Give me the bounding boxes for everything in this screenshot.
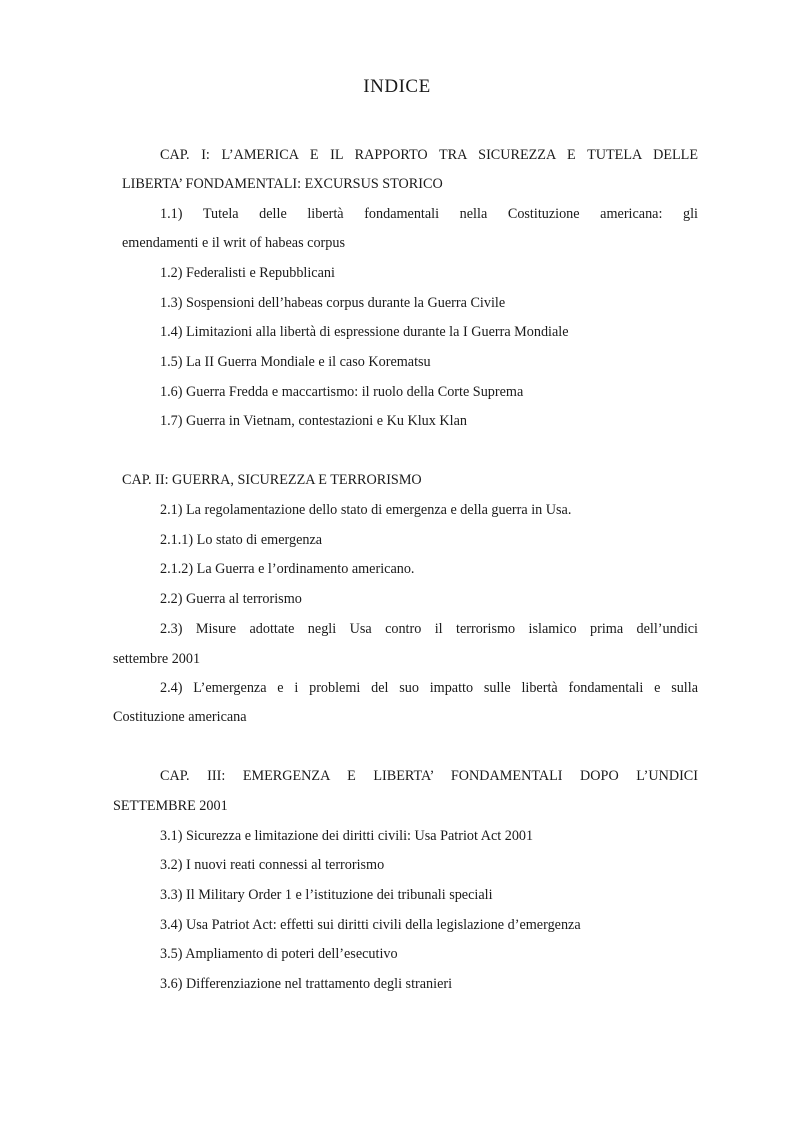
toc-entry-2-4: 2.4) L’emergenza e i problemi del suo impatto sulle libertà fondamentali e sulla [160, 680, 698, 696]
toc-entry-2-3: 2.3) Misure adottate negli Usa contro il terrorismo islamico prima dell’undici [160, 621, 698, 637]
toc-entry-2-3-cont: settembre 2001 [113, 651, 201, 667]
toc-entry-1-2: 1.2) Federalisti e Repubblicani [160, 265, 335, 281]
toc-entry-3-5: 3.5) Ampliamento di poteri dell’esecutivo [160, 946, 398, 962]
toc-entry-1-1: 1.1) Tutela delle libertà fondamentali nella Costituzione americana: gli [160, 206, 698, 222]
toc-entry-1-5: 1.5) La II Guerra Mondiale e il caso Korematsu [160, 354, 431, 370]
toc-entry-1-6: 1.6) Guerra Fredda e maccartismo: il ruolo della Corte Suprema [160, 384, 524, 400]
toc-entry-2-2: 2.2) Guerra al terrorismo [160, 591, 302, 607]
toc-entry-1-4: 1.4) Limitazioni alla libertà di espressione durante la I Guerra Mondiale [160, 324, 569, 340]
toc-entry-1-3: 1.3) Sospensioni dell’habeas corpus durante la Guerra Civile [160, 295, 506, 311]
chapter-2-heading: CAP. II: GUERRA, SICUREZZA E TERRORISMO [122, 472, 422, 488]
toc-entry-3-6: 3.6) Differenziazione nel trattamento degli stranieri [160, 976, 453, 992]
chapter-3-heading-line-1: CAP. III: EMERGENZA E LIBERTA’ FONDAMENTALI DOPO L’UNDICI [160, 768, 698, 784]
toc-entry-2-1-1: 2.1.1) Lo stato di emergenza [160, 532, 323, 548]
toc-entry-1-1-cont: emendamenti e il writ of habeas corpus [122, 235, 345, 251]
page-title: INDICE [363, 76, 431, 97]
toc-entry-3-4: 3.4) Usa Patriot Act: effetti sui diritti civili della legislazione d’emergenza [160, 917, 581, 933]
toc-entry-2-4-cont: Costituzione americana [113, 709, 247, 725]
toc-entry-1-7: 1.7) Guerra in Vietnam, contestazioni e Ku Klux Klan [160, 413, 467, 429]
chapter-1-heading-line-2: LIBERTA’ FONDAMENTALI: EXCURSUS STORICO [122, 176, 443, 192]
toc-entry-3-2: 3.2) I nuovi reati connessi al terrorismo [160, 857, 385, 873]
chapter-3-heading-line-2: SETTEMBRE 2001 [113, 798, 228, 814]
chapter-1-heading-line-1: CAP. I: L’AMERICA E IL RAPPORTO TRA SICUREZZA E TUTELA DELLE [160, 147, 698, 163]
toc-entry-3-1: 3.1) Sicurezza e limitazione dei diritti civili: Usa Patriot Act 2001 [160, 828, 534, 844]
toc-entry-3-3: 3.3) Il Military Order 1 e l’istituzione dei tribunali speciali [160, 887, 493, 903]
toc-entry-2-1: 2.1) La regolamentazione dello stato di emergenza e della guerra in Usa. [160, 502, 572, 518]
toc-entry-2-1-2: 2.1.2) La Guerra e l’ordinamento americano. [160, 561, 415, 577]
